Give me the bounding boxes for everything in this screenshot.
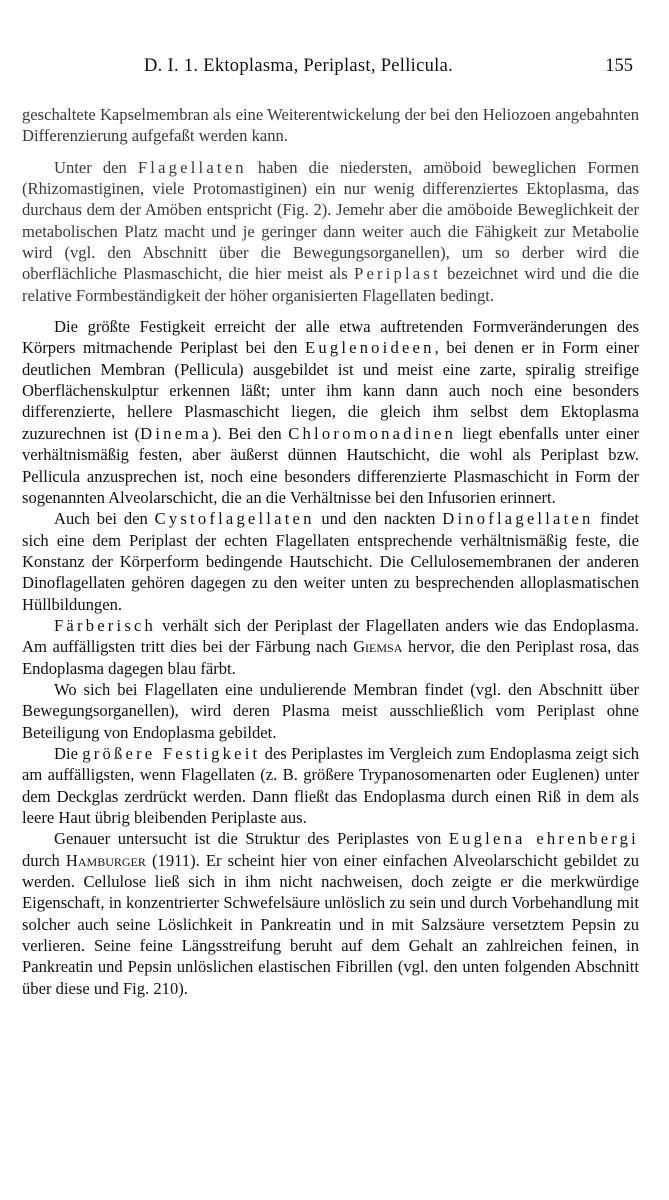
author-name: Hamburger <box>65 850 146 870</box>
emphasis-spaced: Cystoflagellaten <box>154 509 315 529</box>
text-run: Genauer untersucht ist die Struktur des Periplastes von <box>54 829 449 849</box>
emphasis-spaced: Färberisch <box>54 615 157 635</box>
emphasis-spaced: Chloromonadinen <box>288 423 457 443</box>
emphasis-spaced: Dinema <box>140 423 212 443</box>
page-number: 155 <box>605 56 633 76</box>
text-run: liegt ebenfalls unter einer verhältnismäßig festen, aber äußerst dünnen Hautschicht, die wohl als Periplast bzw. Pellicula anzusprechen ist, noch eine besonders differenzierte Plasmaschicht in Form der sogenannten Alveolarschicht, die an die Verhältnisse bei den Infusorien erinnert. <box>22 423 639 507</box>
text-run: Unter den <box>54 157 138 177</box>
paragraph <box>22 157 639 306</box>
text-run: Auch bei den <box>54 509 155 529</box>
text-run: geschaltete Kapselmembran als eine Weiterentwickelung der bei den Heliozoen angebahnten Differenzierung aufgefaßt werden kann. <box>22 105 639 146</box>
paragraph <box>22 828 639 999</box>
paragraph <box>22 104 639 147</box>
text-run: hervor, die den Periplast rosa, das Endoplasma dagegen blau färbt. <box>22 637 639 678</box>
emphasis-spaced: Dinoflagellaten <box>442 509 594 529</box>
emphasis-spaced: Periplast <box>354 264 441 284</box>
text-run: verhält sich der Periplast der Flagellaten anders wie das Endoplasma. Am auffälligsten tritt dies bei der Färbung nach <box>22 615 639 657</box>
text-run: und den nackten <box>314 509 443 529</box>
running-title: D. I. 1. Ektoplasma, Periplast, Pellicula. <box>144 56 454 76</box>
text-run: Wo sich bei Flagellaten eine undulierende Membran findet (vgl. den Abschnitt über Bewegungsorganellen), wird deren Plasma meist ausschließlich vom Periplast ohne Beteiligung von Endoplasma gebildet. <box>22 679 639 742</box>
emphasis-spaced: Euglena ehrenbergi <box>448 829 639 849</box>
paragraph <box>22 615 639 679</box>
text-run: ). Bei den <box>211 423 289 443</box>
paragraph <box>22 679 639 743</box>
paragraph <box>22 316 639 508</box>
author-name: Giemsa <box>353 637 403 657</box>
text-run: Die größte Festigkeit erreicht der alle etwa auftretenden Formveränderungen des Körpers mitmachende Periplast bei den <box>22 317 639 358</box>
text-run: Die <box>54 743 83 763</box>
text-run: durch <box>22 850 66 870</box>
text-run: findet sich eine dem Periplast der echten Flagellaten entsprechende verhältnismäßig feste, die Konstanz der Körperform bedingende Hautschicht. Die Cellulosemembranen der anderen Dinoflagellaten gehören dagegen zu den weiter unten zu besprechenden alloplasmatischen Hüllbildungen. <box>22 509 640 614</box>
paragraph <box>22 508 639 615</box>
emphasis-spaced: größere Festigkeit <box>82 743 261 763</box>
text-run: bezeichnet wird und die die relative Formbeständigkeit der höher organisierten Flagellaten bedingt. <box>22 264 639 305</box>
text-run: (1911). Er scheint hier von einer einfachen Alveolarschicht gebildet zu werden. Cellulose ließ sich in ihm nicht nachweisen, doch zeigte er die merkwürdige Eigenschaft, in konzentrierter Schwefelsäure unlöslich zu sein und durch Vorbehandlung mit solcher auch seine Löslichkeit in Pankreatin und in mit Salzsäure versetztem Pepsin zu verlieren. Seine feine Längsstreifung beruht auf dem Gehalt an zahlreichen feinen, in Pankreatin und Pepsin unlöslichen elastischen Fibrillen (vgl. den unten folgenden Abschnitt über diese und Fig. 210). <box>22 850 639 998</box>
running-header <box>22 56 633 82</box>
text-run: haben die niedersten, amöboid beweglichen Formen (Rhizomastiginen, viele Protomastiginen) ein nur wenig differenziertes Ektoplasma, das durchaus dem der Amöben entspricht (Fig. 2). Jemehr aber die amöboide Beweglichkeit der metabolischen Platz macht und je geringer dann weiter auch die Fähigkeit zur Metabolie wird (vgl. den Abschnitt über die Bewegungsorganellen), um so derber wird die oberflächliche Plasmaschicht, die hier meist als <box>22 157 639 284</box>
emphasis-spaced: Euglenoideen <box>304 338 435 358</box>
body-text <box>22 104 639 999</box>
paragraph <box>22 743 639 828</box>
text-run: , bei denen er in Form einer deutlichen Membran (Pellicula) ausgebildet ist und meist eine zarte, spiralig streifige Oberflächenskulptur erkennen läßt; unter ihm kann dann auch noch eine besonders differenzierte, hellere Plasmaschicht liegen, die gleich ihm selbst dem Ektoplasma zuzurechnen ist ( <box>22 338 639 443</box>
emphasis-spaced: Flagellaten <box>137 157 247 177</box>
text-run: des Periplastes im Vergleich zum Endoplasma zeigt sich am auffälligsten, wenn Flagellaten (z. B. größere Trypanosomenarten oder Euglenen) unter dem Deckglas zerdrückt werden. Dann fließt das Endoplasma durch einen Riß in dem als leere Haut übrig bleibenden Periplaste aus. <box>22 743 639 827</box>
